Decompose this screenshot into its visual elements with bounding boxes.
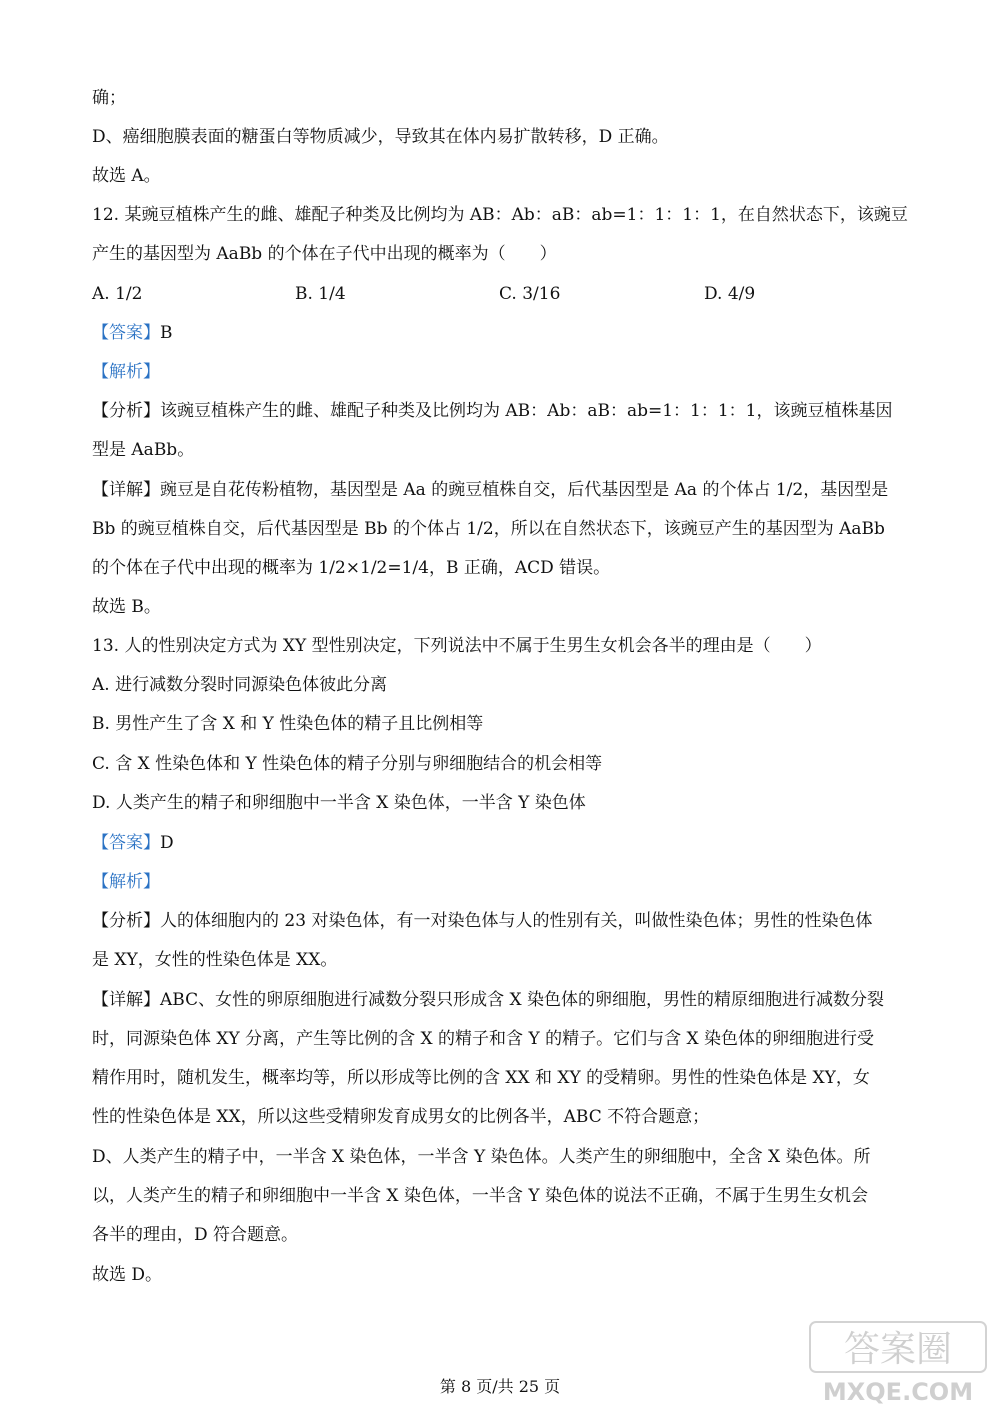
analysis-tag: 【解析】: [92, 362, 160, 382]
q13-answer: [92, 831, 922, 855]
q12-option-d: D. 4/9: [704, 284, 756, 304]
text-line: 确；: [92, 88, 126, 108]
answer-value: D: [160, 833, 174, 853]
text-line: 故选 A。: [92, 166, 161, 186]
q13-xiangjie-cont: 以，人类产生的精子和卵细胞中一半含 X 染色体，一半含 Y 染色体的说法不正确，不属于生男生女机会: [92, 1186, 868, 1206]
xiangjie-tag: 【详解】: [92, 480, 160, 500]
q12-xiangjie: [92, 478, 922, 502]
watermark-logo: [808, 1318, 988, 1408]
q13-xiangjie-cont: 各半的理由，D 符合题意。: [92, 1225, 299, 1245]
q12-conclusion: 故选 B。: [92, 597, 161, 617]
watermark-top-text: 答案圈: [843, 1329, 953, 1370]
q12-xiangjie-cont: Bb 的豌豆植株自交，后代基因型是 Bb 的个体占 1/2，所以在自然状态下，该豌豆产生的基因型为 AaBb: [92, 519, 885, 539]
q12-fenxi-cont: 型是 AaBb。: [92, 440, 195, 460]
question-12-stem-cont: 产生的基因型为 AaBb 的个体在子代中出现的概率为（ ）: [92, 244, 557, 264]
q13-analysis-heading: [92, 870, 922, 894]
answer-value: B: [160, 323, 173, 343]
q13-conclusion: 故选 D。: [92, 1265, 163, 1285]
question-13-stem: 13. 人的性别决定方式为 XY 型性别决定，下列说法中不属于生男生女机会各半的理由是（ ）: [92, 636, 822, 656]
q12-fenxi: [92, 399, 922, 423]
q13-option-a: A. 进行减数分裂时同源染色体彼此分离: [92, 675, 388, 695]
q13-option-c: C. 含 X 性染色体和 Y 性染色体的精子分别与卵细胞结合的机会相等: [92, 754, 603, 774]
watermark-bottom-text: MXQE.COM: [822, 1378, 974, 1406]
answer-tag: 【答案】: [92, 833, 160, 853]
q13-fenxi-cont: 是 XY，女性的性染色体是 XX。: [92, 950, 338, 970]
question-12-stem: 12. 某豌豆植株产生的雌、雄配子种类及比例均为 AB：Ab：aB：ab=1：1：1：1，在自然状态下，该豌豆: [92, 205, 908, 225]
page-footer: 第 8 页/共 25 页: [439, 1377, 561, 1396]
fenxi-text: 人的体细胞内的 23 对染色体，有一对染色体与人的性别有关，叫做性染色体；男性的性染色体: [160, 911, 873, 931]
analysis-tag: 【解析】: [92, 872, 160, 892]
q13-fenxi: [92, 909, 922, 933]
fenxi-text: 该豌豆植株产生的雌、雄配子种类及比例均为 AB：Ab：aB：ab=1：1：1：1，该豌豆植株基因: [160, 401, 893, 421]
fenxi-tag: 【分析】: [92, 401, 160, 421]
xiangjie-text: ABC、女性的卵原细胞进行减数分裂只形成含 X 染色体的卵细胞，男性的精原细胞进行减数分裂: [160, 990, 885, 1010]
q13-xiangjie: [92, 988, 922, 1012]
q12-answer: [92, 321, 922, 345]
q12-xiangjie-cont: 的个体在子代中出现的概率为 1/2×1/2=1/4，B 正确，ACD 错误。: [92, 558, 611, 578]
q13-option-b: B. 男性产生了含 X 和 Y 性染色体的精子且比例相等: [92, 714, 484, 734]
xiangjie-text: 豌豆是自花传粉植物，基因型是 Aa 的豌豆植株自交，后代基因型是 Aa 的个体占 1/2，基因型是: [160, 480, 889, 500]
q13-option-d: D. 人类产生的精子和卵细胞中一半含 X 染色体，一半含 Y 染色体: [92, 793, 586, 813]
q13-xiangjie-cont: D、人类产生的精子中，一半含 X 染色体，一半含 Y 染色体。人类产生的卵细胞中，全含 X 染色体。所: [92, 1147, 871, 1167]
q13-xiangjie-cont: 精作用时，随机发生，概率均等，所以形成等比例的含 XX 和 XY 的受精卵。男性的性染色体是 XY，女: [92, 1068, 870, 1088]
q12-option-b: B. 1/4: [295, 284, 346, 304]
xiangjie-tag: 【详解】: [92, 990, 160, 1010]
answer-tag: 【答案】: [92, 323, 160, 343]
q13-xiangjie-cont: 性的性染色体是 XX，所以这些受精卵发育成男女的比例各半，ABC 不符合题意；: [92, 1107, 710, 1127]
text-line: D、癌细胞膜表面的糖蛋白等物质减少，导致其在体内易扩散转移，D 正确。: [92, 127, 669, 147]
q12-option-c: C. 3/16: [499, 284, 561, 304]
q12-option-a: A. 1/2: [92, 284, 143, 304]
fenxi-tag: 【分析】: [92, 911, 160, 931]
q13-xiangjie-cont: 时，同源染色体 XY 分离，产生等比例的含 X 的精子和含 Y 的精子。它们与含 X 染色体的卵细胞进行受: [92, 1029, 874, 1049]
q12-analysis-heading: [92, 360, 922, 384]
